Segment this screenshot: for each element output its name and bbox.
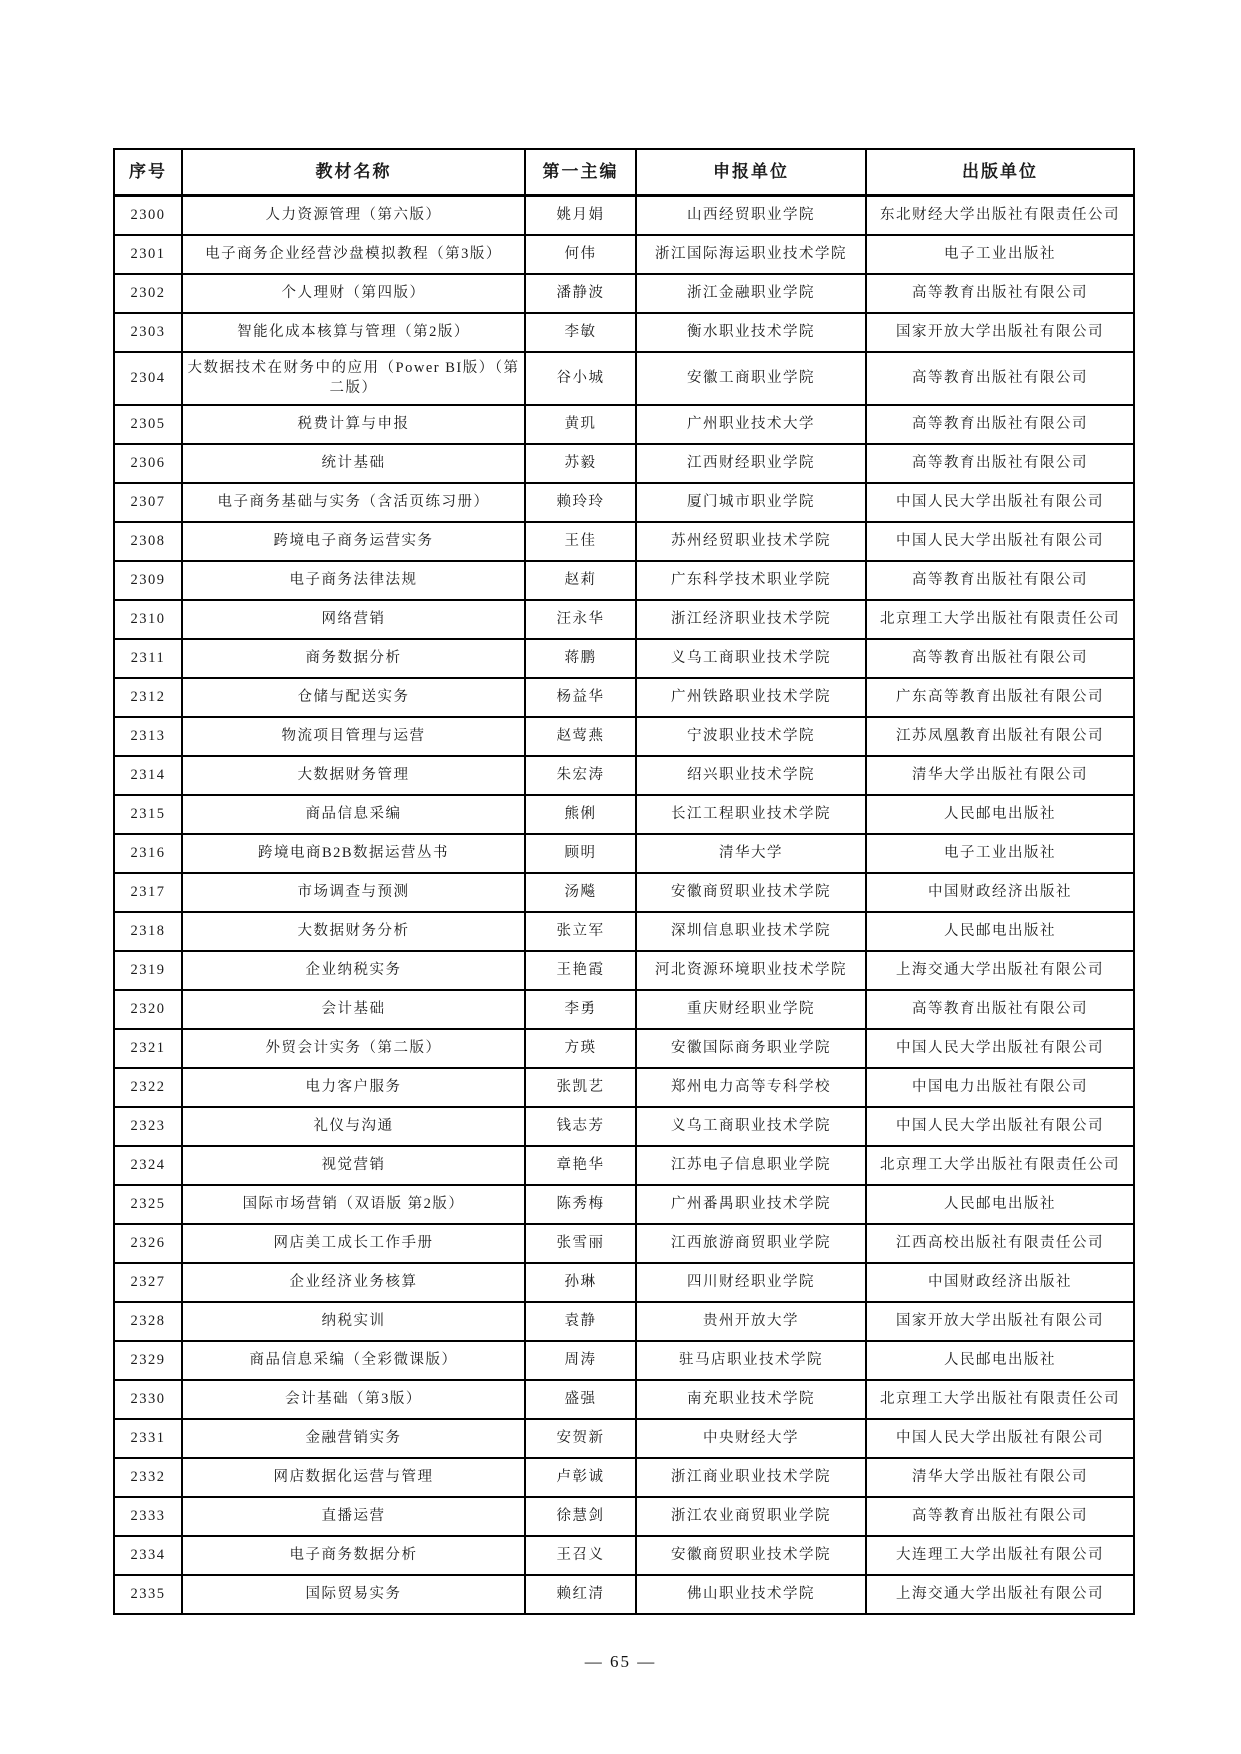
cell-serial: 2334 (114, 1536, 182, 1575)
page-number: — 65 — (584, 1652, 657, 1671)
cell-applicant: 苏州经贸职业技术学院 (636, 522, 866, 561)
cell-editor: 蒋鹏 (525, 639, 636, 678)
cell-serial: 2314 (114, 756, 182, 795)
cell-editor: 盛强 (525, 1380, 636, 1419)
table-row (114, 678, 1134, 717)
table-row (114, 235, 1134, 274)
cell-serial: 2312 (114, 678, 182, 717)
cell-publisher: 中国财政经济出版社 (866, 873, 1134, 912)
table-row (114, 444, 1134, 483)
cell-editor: 朱宏涛 (525, 756, 636, 795)
cell-publisher: 高等教育出版社有限公司 (866, 639, 1134, 678)
cell-applicant: 广州番禺职业技术学院 (636, 1185, 866, 1224)
cell-serial: 2310 (114, 600, 182, 639)
table-header-row (114, 149, 1134, 196)
cell-publisher: 东北财经大学出版社有限责任公司 (866, 196, 1134, 236)
cell-serial: 2335 (114, 1575, 182, 1614)
table-row (114, 561, 1134, 600)
cell-title: 直播运营 (182, 1497, 525, 1536)
cell-applicant: 清华大学 (636, 834, 866, 873)
cell-serial: 2304 (114, 352, 182, 405)
cell-title: 国际市场营销（双语版 第2版） (182, 1185, 525, 1224)
cell-applicant: 江西旅游商贸职业学院 (636, 1224, 866, 1263)
table-row (114, 1419, 1134, 1458)
cell-publisher: 国家开放大学出版社有限公司 (866, 1302, 1134, 1341)
table-row (114, 1107, 1134, 1146)
table-row (114, 600, 1134, 639)
table-row (114, 1575, 1134, 1614)
cell-publisher: 中国人民大学出版社有限公司 (866, 1107, 1134, 1146)
cell-applicant: 重庆财经职业学院 (636, 990, 866, 1029)
cell-title: 物流项目管理与运营 (182, 717, 525, 756)
cell-applicant: 浙江国际海运职业技术学院 (636, 235, 866, 274)
cell-editor: 汪永华 (525, 600, 636, 639)
table-row (114, 912, 1134, 951)
cell-serial: 2321 (114, 1029, 182, 1068)
cell-serial: 2329 (114, 1341, 182, 1380)
cell-editor: 苏毅 (525, 444, 636, 483)
cell-publisher: 北京理工大学出版社有限责任公司 (866, 600, 1134, 639)
cell-publisher: 人民邮电出版社 (866, 912, 1134, 951)
cell-title: 会计基础 (182, 990, 525, 1029)
cell-publisher: 大连理工大学出版社有限公司 (866, 1536, 1134, 1575)
cell-publisher: 中国财政经济出版社 (866, 1263, 1134, 1302)
cell-editor: 袁静 (525, 1302, 636, 1341)
cell-editor: 李勇 (525, 990, 636, 1029)
table-row (114, 313, 1134, 352)
textbook-table (113, 148, 1135, 1615)
cell-publisher: 上海交通大学出版社有限公司 (866, 951, 1134, 990)
cell-applicant: 贵州开放大学 (636, 1302, 866, 1341)
cell-publisher: 高等教育出版社有限公司 (866, 990, 1134, 1029)
cell-editor: 杨益华 (525, 678, 636, 717)
cell-title: 网店数据化运营与管理 (182, 1458, 525, 1497)
cell-serial: 2323 (114, 1107, 182, 1146)
cell-applicant: 佛山职业技术学院 (636, 1575, 866, 1614)
cell-applicant: 衡水职业技术学院 (636, 313, 866, 352)
cell-publisher: 江苏凤凰教育出版社有限公司 (866, 717, 1134, 756)
cell-title: 电子商务企业经营沙盘模拟教程（第3版） (182, 235, 525, 274)
table-row (114, 1263, 1134, 1302)
cell-editor: 徐慧剑 (525, 1497, 636, 1536)
cell-serial: 2327 (114, 1263, 182, 1302)
cell-applicant: 河北资源环境职业技术学院 (636, 951, 866, 990)
cell-applicant: 安徽商贸职业技术学院 (636, 1536, 866, 1575)
cell-serial: 2331 (114, 1419, 182, 1458)
cell-publisher: 高等教育出版社有限公司 (866, 274, 1134, 313)
cell-title: 仓储与配送实务 (182, 678, 525, 717)
cell-title: 电力客户服务 (182, 1068, 525, 1107)
header-editor: 第一主编 (525, 149, 636, 196)
cell-editor: 张凯艺 (525, 1068, 636, 1107)
cell-publisher: 北京理工大学出版社有限责任公司 (866, 1380, 1134, 1419)
table-row (114, 1302, 1134, 1341)
table-row (114, 352, 1134, 405)
cell-serial: 2308 (114, 522, 182, 561)
cell-title: 大数据财务分析 (182, 912, 525, 951)
cell-applicant: 驻马店职业技术学院 (636, 1341, 866, 1380)
cell-editor: 姚月娟 (525, 196, 636, 236)
cell-publisher: 中国电力出版社有限公司 (866, 1068, 1134, 1107)
cell-title: 礼仪与沟通 (182, 1107, 525, 1146)
cell-applicant: 山西经贸职业学院 (636, 196, 866, 236)
cell-serial: 2303 (114, 313, 182, 352)
table-row (114, 483, 1134, 522)
cell-editor: 谷小城 (525, 352, 636, 405)
cell-applicant: 四川财经职业学院 (636, 1263, 866, 1302)
cell-serial: 2332 (114, 1458, 182, 1497)
cell-applicant: 安徽工商职业学院 (636, 352, 866, 405)
cell-publisher: 中国人民大学出版社有限公司 (866, 483, 1134, 522)
table-row (114, 1185, 1134, 1224)
table-row (114, 717, 1134, 756)
cell-editor: 王艳霞 (525, 951, 636, 990)
cell-editor: 潘静波 (525, 274, 636, 313)
cell-serial: 2322 (114, 1068, 182, 1107)
cell-publisher: 电子工业出版社 (866, 235, 1134, 274)
cell-publisher: 清华大学出版社有限公司 (866, 1458, 1134, 1497)
table-body (114, 196, 1134, 1614)
cell-serial: 2315 (114, 795, 182, 834)
cell-serial: 2316 (114, 834, 182, 873)
cell-publisher: 人民邮电出版社 (866, 1185, 1134, 1224)
cell-title: 电子商务数据分析 (182, 1536, 525, 1575)
cell-publisher: 清华大学出版社有限公司 (866, 756, 1134, 795)
cell-editor: 张立军 (525, 912, 636, 951)
cell-editor: 安贺新 (525, 1419, 636, 1458)
cell-applicant: 义乌工商职业技术学院 (636, 639, 866, 678)
cell-publisher: 人民邮电出版社 (866, 795, 1134, 834)
cell-editor: 陈秀梅 (525, 1185, 636, 1224)
table-row (114, 1224, 1134, 1263)
cell-title: 电子商务法律法规 (182, 561, 525, 600)
cell-publisher: 高等教育出版社有限公司 (866, 352, 1134, 405)
cell-title: 商品信息采编（全彩微课版） (182, 1341, 525, 1380)
cell-serial: 2301 (114, 235, 182, 274)
cell-serial: 2330 (114, 1380, 182, 1419)
table-row (114, 196, 1134, 236)
cell-serial: 2305 (114, 405, 182, 444)
cell-publisher: 高等教育出版社有限公司 (866, 561, 1134, 600)
table-row (114, 1458, 1134, 1497)
table-row (114, 1536, 1134, 1575)
cell-serial: 2317 (114, 873, 182, 912)
cell-editor: 何伟 (525, 235, 636, 274)
cell-serial: 2313 (114, 717, 182, 756)
cell-title: 个人理财（第四版） (182, 274, 525, 313)
cell-applicant: 广州职业技术大学 (636, 405, 866, 444)
cell-editor: 卢彰诚 (525, 1458, 636, 1497)
cell-editor: 赵莺燕 (525, 717, 636, 756)
cell-title: 网络营销 (182, 600, 525, 639)
cell-publisher: 中国人民大学出版社有限公司 (866, 1419, 1134, 1458)
cell-applicant: 郑州电力高等专科学校 (636, 1068, 866, 1107)
table-row (114, 1029, 1134, 1068)
cell-title: 智能化成本核算与管理（第2版） (182, 313, 525, 352)
cell-title: 大数据技术在财务中的应用（Power BI版）（第二版） (182, 352, 525, 405)
cell-editor: 章艳华 (525, 1146, 636, 1185)
cell-title: 会计基础（第3版） (182, 1380, 525, 1419)
table-row (114, 1497, 1134, 1536)
cell-applicant: 安徽国际商务职业学院 (636, 1029, 866, 1068)
cell-applicant: 江西财经职业学院 (636, 444, 866, 483)
cell-serial: 2333 (114, 1497, 182, 1536)
table-row (114, 405, 1134, 444)
cell-editor: 赖玲玲 (525, 483, 636, 522)
cell-applicant: 安徽商贸职业技术学院 (636, 873, 866, 912)
table-row (114, 639, 1134, 678)
cell-publisher: 北京理工大学出版社有限责任公司 (866, 1146, 1134, 1185)
cell-title: 商务数据分析 (182, 639, 525, 678)
cell-title: 企业纳税实务 (182, 951, 525, 990)
cell-publisher: 国家开放大学出版社有限公司 (866, 313, 1134, 352)
cell-publisher: 中国人民大学出版社有限公司 (866, 1029, 1134, 1068)
table-row (114, 522, 1134, 561)
cell-serial: 2325 (114, 1185, 182, 1224)
cell-serial: 2319 (114, 951, 182, 990)
cell-serial: 2311 (114, 639, 182, 678)
cell-editor: 赵莉 (525, 561, 636, 600)
cell-serial: 2326 (114, 1224, 182, 1263)
cell-serial: 2309 (114, 561, 182, 600)
cell-title: 跨境电子商务运营实务 (182, 522, 525, 561)
cell-applicant: 浙江经济职业技术学院 (636, 600, 866, 639)
cell-serial: 2300 (114, 196, 182, 236)
cell-editor: 孙琳 (525, 1263, 636, 1302)
header-applicant: 申报单位 (636, 149, 866, 196)
cell-publisher: 上海交通大学出版社有限公司 (866, 1575, 1134, 1614)
cell-applicant: 浙江商业职业技术学院 (636, 1458, 866, 1497)
cell-applicant: 江苏电子信息职业学院 (636, 1146, 866, 1185)
cell-publisher: 高等教育出版社有限公司 (866, 405, 1134, 444)
cell-serial: 2302 (114, 274, 182, 313)
cell-title: 外贸会计实务（第二版） (182, 1029, 525, 1068)
cell-title: 统计基础 (182, 444, 525, 483)
cell-title: 税费计算与申报 (182, 405, 525, 444)
cell-applicant: 广东科学技术职业学院 (636, 561, 866, 600)
cell-editor: 汤飚 (525, 873, 636, 912)
cell-applicant: 宁波职业技术学院 (636, 717, 866, 756)
cell-applicant: 厦门城市职业学院 (636, 483, 866, 522)
cell-editor: 李敏 (525, 313, 636, 352)
cell-title: 跨境电商B2B数据运营丛书 (182, 834, 525, 873)
cell-title: 网店美工成长工作手册 (182, 1224, 525, 1263)
header-title: 教材名称 (182, 149, 525, 196)
cell-editor: 黄玑 (525, 405, 636, 444)
table-row (114, 990, 1134, 1029)
cell-publisher: 高等教育出版社有限公司 (866, 444, 1134, 483)
cell-title: 视觉营销 (182, 1146, 525, 1185)
cell-title: 纳税实训 (182, 1302, 525, 1341)
cell-publisher: 广东高等教育出版社有限公司 (866, 678, 1134, 717)
table-row (114, 1146, 1134, 1185)
cell-title: 企业经济业务核算 (182, 1263, 525, 1302)
cell-title: 大数据财务管理 (182, 756, 525, 795)
cell-applicant: 南充职业技术学院 (636, 1380, 866, 1419)
cell-title: 金融营销实务 (182, 1419, 525, 1458)
cell-publisher: 人民邮电出版社 (866, 1341, 1134, 1380)
cell-applicant: 浙江农业商贸职业学院 (636, 1497, 866, 1536)
cell-editor: 张雪丽 (525, 1224, 636, 1263)
cell-title: 市场调查与预测 (182, 873, 525, 912)
cell-editor: 周涛 (525, 1341, 636, 1380)
table-row (114, 951, 1134, 990)
cell-publisher: 江西高校出版社有限责任公司 (866, 1224, 1134, 1263)
cell-publisher: 高等教育出版社有限公司 (866, 1497, 1134, 1536)
cell-applicant: 深圳信息职业技术学院 (636, 912, 866, 951)
table-row (114, 1068, 1134, 1107)
table-row (114, 756, 1134, 795)
cell-applicant: 绍兴职业技术学院 (636, 756, 866, 795)
table-row (114, 1380, 1134, 1419)
cell-serial: 2306 (114, 444, 182, 483)
cell-editor: 王佳 (525, 522, 636, 561)
cell-applicant: 长江工程职业技术学院 (636, 795, 866, 834)
cell-editor: 方瑛 (525, 1029, 636, 1068)
table-row (114, 834, 1134, 873)
cell-publisher: 中国人民大学出版社有限公司 (866, 522, 1134, 561)
header-publisher: 出版单位 (866, 149, 1134, 196)
header-serial: 序号 (114, 149, 182, 196)
table-row (114, 873, 1134, 912)
cell-title: 电子商务基础与实务（含活页练习册） (182, 483, 525, 522)
cell-editor: 熊俐 (525, 795, 636, 834)
cell-editor: 钱志芳 (525, 1107, 636, 1146)
cell-applicant: 浙江金融职业学院 (636, 274, 866, 313)
table-row (114, 795, 1134, 834)
cell-applicant: 广州铁路职业技术学院 (636, 678, 866, 717)
cell-applicant: 义乌工商职业技术学院 (636, 1107, 866, 1146)
cell-editor: 顾明 (525, 834, 636, 873)
cell-editor: 赖红清 (525, 1575, 636, 1614)
cell-publisher: 电子工业出版社 (866, 834, 1134, 873)
cell-title: 人力资源管理（第六版） (182, 196, 525, 236)
cell-title: 国际贸易实务 (182, 1575, 525, 1614)
cell-serial: 2324 (114, 1146, 182, 1185)
cell-serial: 2307 (114, 483, 182, 522)
table-row (114, 274, 1134, 313)
cell-editor: 王召义 (525, 1536, 636, 1575)
cell-serial: 2328 (114, 1302, 182, 1341)
table-row (114, 1341, 1134, 1380)
cell-serial: 2318 (114, 912, 182, 951)
cell-applicant: 中央财经大学 (636, 1419, 866, 1458)
cell-serial: 2320 (114, 990, 182, 1029)
cell-title: 商品信息采编 (182, 795, 525, 834)
